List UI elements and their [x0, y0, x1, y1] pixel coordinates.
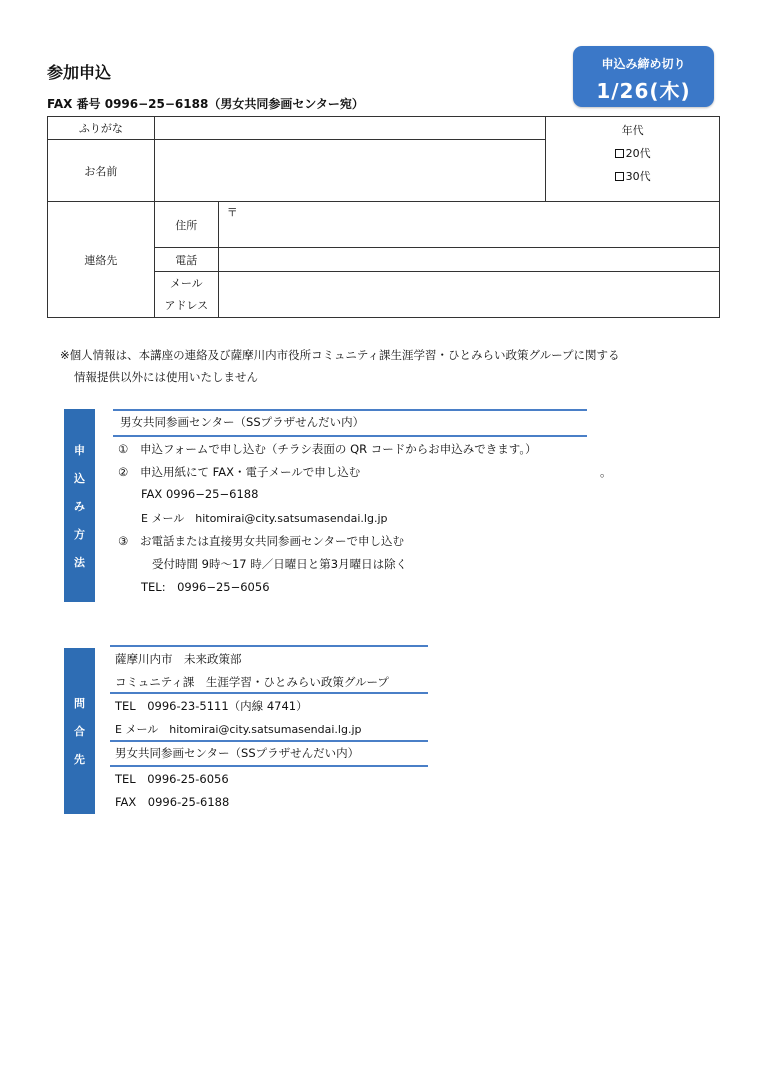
divider	[113, 435, 587, 437]
postal-mark: 〒	[226, 206, 238, 219]
phone-field[interactable]	[218, 248, 719, 272]
method-2: ② 申込用紙にて FAX・電子メールで申し込む	[118, 465, 361, 479]
apply-tel: TEL: 0996−25−6056	[141, 580, 270, 594]
email-label: メール アドレス	[154, 272, 218, 318]
inquiry-email: E メール hitomirai@city.satsumasendai.lg.jp	[115, 723, 362, 736]
deadline-label: 申込み締め切り	[601, 57, 686, 71]
inquiry-sidebar: 問 合 先	[64, 648, 95, 814]
age-option-30s[interactable]: 30代	[615, 165, 651, 188]
divider	[113, 409, 587, 411]
address-label: 住所	[154, 202, 218, 248]
name-field[interactable]	[154, 140, 545, 202]
inquiry-fax: FAX 0996-25-6188	[115, 795, 230, 809]
checkbox-icon[interactable]	[615, 149, 624, 158]
page-title: 参加申込	[47, 63, 112, 82]
inquiry-org-1: 薩摩川内市 未来政策部	[115, 652, 242, 666]
apply-heading: 男女共同参画センター（SSプラザせんだい内）	[120, 415, 365, 429]
age-label: 年代	[621, 124, 644, 137]
inquiry-tel-1: TEL 0996-23-5111（内線 4741）	[115, 699, 308, 713]
privacy-notice-line-1: ※個人情報は、本講座の連絡及び薩摩川内市役所コミュニティ課生涯学習・ひとみらい政策グループに関する	[60, 348, 620, 362]
inquiry-org-2: コミュニティ課 生涯学習・ひとみらい政策グループ	[115, 675, 389, 689]
name-label: お名前	[48, 140, 155, 202]
reception-hours: 受付時間 9時〜17 時／日曜日と第3月曜日は除く	[152, 557, 408, 571]
checkbox-icon[interactable]	[615, 172, 624, 181]
phone-label: 電話	[154, 248, 218, 272]
method-3: ③ お電話または直接男女共同参画センターで申し込む	[118, 534, 405, 548]
age-group-cell	[546, 117, 720, 202]
privacy-notice-line-2: 情報提供以外には使用いたしません	[74, 370, 258, 384]
inquiry-org-3: 男女共同参画センター（SSプラザせんだい内）	[115, 746, 360, 760]
stray-dot: 。	[600, 465, 612, 479]
method-1: ① 申込フォームで申し込む（チラシ表面の QR コードからお申込みできます。）	[118, 442, 537, 456]
furigana-label: ふりがな	[48, 117, 155, 140]
divider	[110, 765, 428, 767]
application-form	[47, 116, 720, 318]
email-field[interactable]	[218, 272, 719, 318]
deadline-badge	[573, 46, 714, 107]
furigana-field[interactable]	[154, 117, 545, 140]
contact-label: 連絡先	[48, 202, 155, 318]
apply-email: E メール hitomirai@city.satsumasendai.lg.jp	[141, 512, 388, 525]
deadline-date: 1/26(木)	[596, 79, 691, 103]
age-option-20s[interactable]: 20代	[615, 142, 651, 165]
divider	[110, 740, 428, 742]
apply-method-sidebar: 申 込 み 方 法	[64, 409, 95, 602]
divider	[110, 692, 428, 694]
fax-number-line: FAX 番号 0996−25−6188（男女共同参画センター宛）	[47, 97, 364, 111]
address-field[interactable]	[218, 202, 719, 248]
apply-fax: FAX 0996−25−6188	[141, 487, 259, 501]
privacy-notice	[60, 344, 730, 388]
inquiry-tel-2: TEL 0996-25-6056	[115, 772, 229, 786]
divider	[110, 645, 428, 647]
